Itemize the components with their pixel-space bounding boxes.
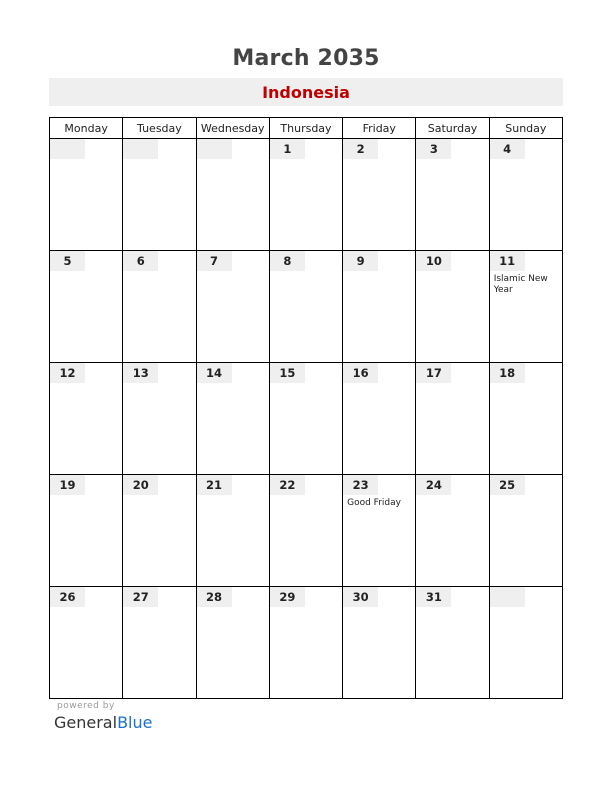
day-number: 4: [490, 139, 525, 159]
day-number: 21: [197, 475, 232, 495]
day-cell: [416, 139, 489, 251]
day-number: 15: [270, 363, 305, 383]
day-cell: [196, 363, 269, 475]
day-cell: [50, 587, 123, 699]
brand-blue: Blue: [117, 713, 153, 732]
day-cell: [123, 363, 196, 475]
week-row: [50, 251, 563, 363]
day-cell: [489, 475, 562, 587]
day-cell: [269, 475, 342, 587]
day-cell: [343, 251, 416, 363]
day-cell: [269, 251, 342, 363]
day-number: 6: [123, 251, 158, 271]
day-cell: [123, 475, 196, 587]
weekday-header: Wednesday: [196, 118, 269, 139]
day-number: 13: [123, 363, 158, 383]
day-number: 9: [343, 251, 378, 271]
calendar-title: March 2035: [232, 46, 380, 71]
weekday-header: Saturday: [416, 118, 489, 139]
day-number: 7: [197, 251, 232, 271]
day-number: 29: [270, 587, 305, 607]
day-number: 30: [343, 587, 378, 607]
generalblue-logo[interactable]: [54, 713, 152, 732]
day-number: 12: [50, 363, 85, 383]
day-number: [123, 139, 158, 159]
day-number: 11: [490, 251, 525, 271]
day-number: 28: [197, 587, 232, 607]
day-cell: [123, 587, 196, 699]
day-number: 23: [343, 475, 378, 495]
day-cell: [416, 475, 489, 587]
week-row: [50, 587, 563, 699]
weekday-header: Sunday: [489, 118, 562, 139]
day-cell: [416, 363, 489, 475]
week-row: [50, 475, 563, 587]
day-cell: [416, 587, 489, 699]
day-cell: [489, 363, 562, 475]
day-cell: [343, 475, 416, 587]
day-number: 14: [197, 363, 232, 383]
calendar-grid: [49, 117, 563, 699]
day-number: 24: [416, 475, 451, 495]
powered-by-text: powered by: [57, 701, 115, 711]
day-cell: [50, 251, 123, 363]
day-number: 2: [343, 139, 378, 159]
weekday-header: Friday: [343, 118, 416, 139]
day-cell: [50, 475, 123, 587]
day-cell: [196, 251, 269, 363]
day-cell: [196, 139, 269, 251]
day-number: [50, 139, 85, 159]
weekday-header: Thursday: [269, 118, 342, 139]
day-cell: [196, 587, 269, 699]
day-cell: [489, 587, 562, 699]
weekday-header: Tuesday: [123, 118, 196, 139]
weekday-header: Monday: [50, 118, 123, 139]
day-number: 20: [123, 475, 158, 495]
day-number: 26: [50, 587, 85, 607]
week-row: [50, 363, 563, 475]
day-number: 10: [416, 251, 451, 271]
day-cell: [123, 139, 196, 251]
day-cell: [50, 363, 123, 475]
weekday-header-row: [50, 118, 563, 139]
holiday-label: Islamic New Year: [493, 274, 548, 295]
day-number: 16: [343, 363, 378, 383]
day-number: 1: [270, 139, 305, 159]
day-number: 5: [50, 251, 85, 271]
country-name: Indonesia: [262, 83, 350, 102]
day-number: 19: [50, 475, 85, 495]
week-row: [50, 139, 563, 251]
day-cell: [489, 139, 562, 251]
day-number: 25: [490, 475, 525, 495]
day-number: 31: [416, 587, 451, 607]
day-number: 18: [490, 363, 525, 383]
day-cell: [196, 475, 269, 587]
day-number: 27: [123, 587, 158, 607]
day-cell: [269, 363, 342, 475]
day-cell: [343, 363, 416, 475]
day-cell: [123, 251, 196, 363]
day-cell: [269, 587, 342, 699]
day-cell: [343, 139, 416, 251]
day-number: [490, 587, 525, 607]
day-cell: [269, 139, 342, 251]
day-cell: [416, 251, 489, 363]
brand-general: General: [54, 713, 118, 732]
day-number: 17: [416, 363, 451, 383]
day-number: 22: [270, 475, 305, 495]
day-cell: [343, 587, 416, 699]
holiday-label: Good Friday: [347, 498, 401, 508]
country-banner: [49, 78, 563, 106]
day-number: 3: [416, 139, 451, 159]
day-number: [197, 139, 232, 159]
day-cell: [50, 139, 123, 251]
day-number: 8: [270, 251, 305, 271]
day-cell: [489, 251, 562, 363]
